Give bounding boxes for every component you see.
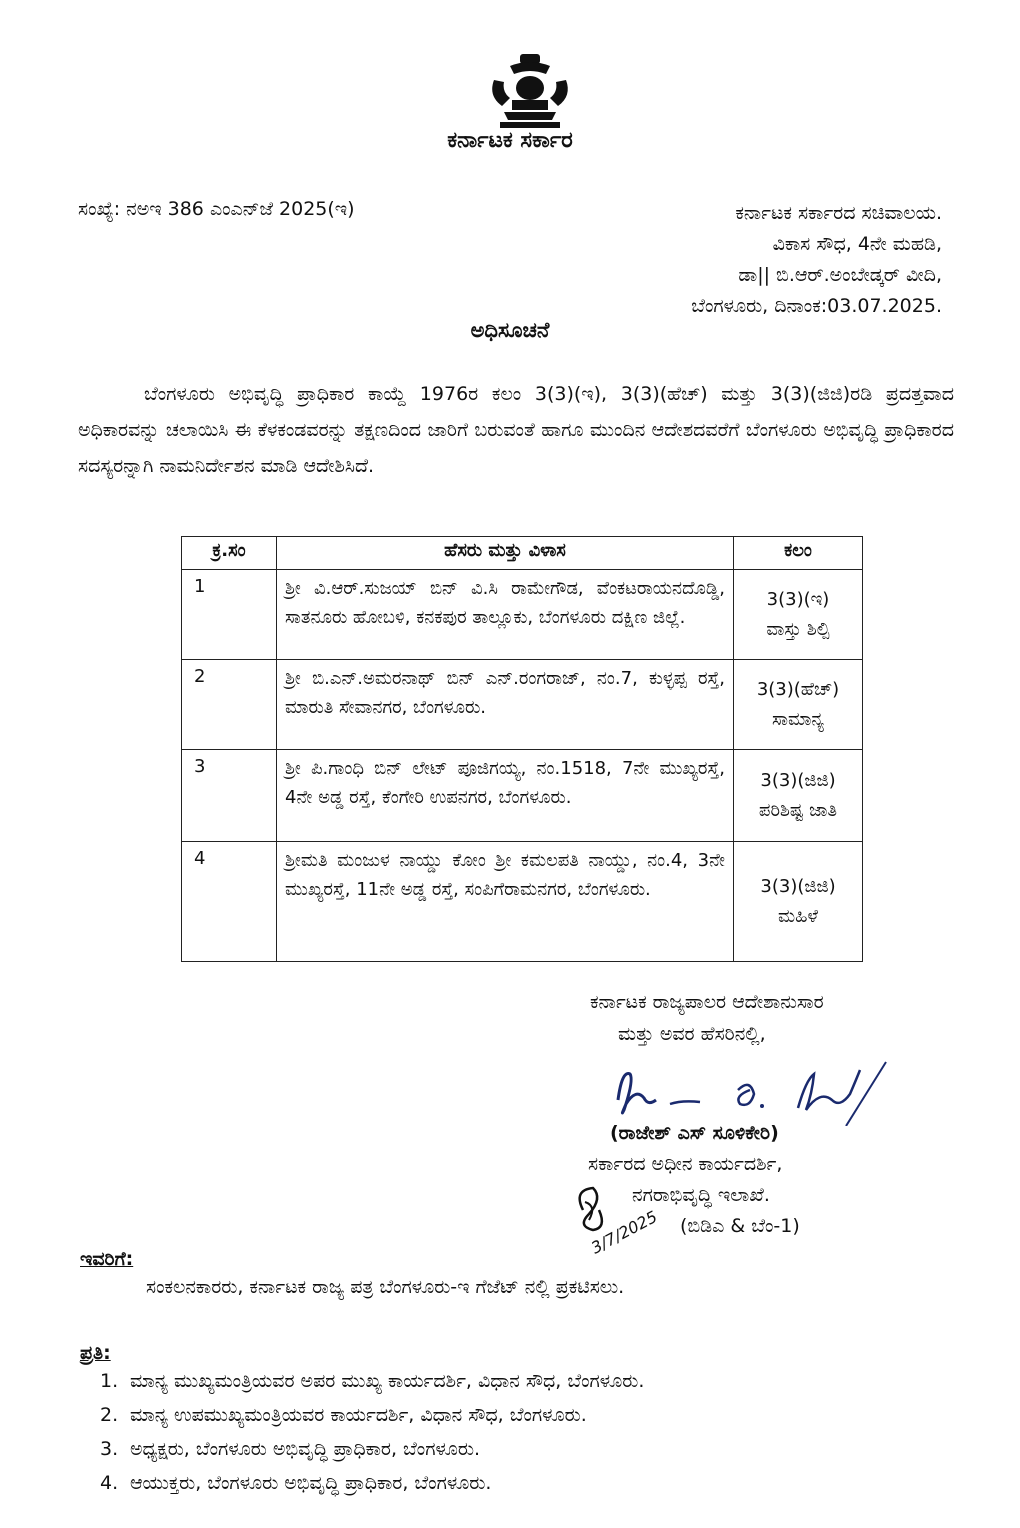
handwritten-initials-icon xyxy=(563,1180,673,1260)
section-code: 3(3)(ಹೆಚ್) xyxy=(756,678,840,700)
list-item-text: ಅಧ್ಯಕ್ಷರು, ಬೆಂಗಳೂರು ಅಭಿವೃದ್ಧಿ ಪ್ರಾಧಿಕಾರ, ಬೆಂಗಳೂರು. xyxy=(130,1438,481,1460)
table-row xyxy=(182,660,863,750)
list-item-number: 2. xyxy=(100,1404,119,1426)
signer-section: (ಬಿಡಿಎ & ಬೆಂ-1) xyxy=(680,1215,800,1237)
list-item xyxy=(100,1398,644,1432)
signer-designation: ಸರ್ಕಾರದ ಅಧೀನ ಕಾರ್ಯದರ್ಶಿ, xyxy=(588,1153,783,1175)
list-item xyxy=(100,1432,644,1466)
reference-number: ಸಂಖ್ಯೆ: ನಅಇ 386 ಎಂಎನ್‌ಜೆ 2025(ಇ) xyxy=(78,198,355,220)
list-item-number: 3. xyxy=(100,1438,119,1460)
table-row xyxy=(182,570,863,660)
row-name-address: ಶ್ರೀಮತಿ ಮಂಜುಳ ನಾಯ್ಡು ಕೋಂ ಶ್ರೀ ಕಮಲಪತಿ ನಾಯ್ಡು, ನಂ.4, 3ನೇ ಮುಖ್ಯರಸ್ತೆ, 11ನೇ ಅಡ್ಡ ರಸ್ತೆ, ಸಂಪಿಗೆರಾಮನಗರ, ಬೆಂಗಳೂರು. xyxy=(277,842,734,962)
table-header-row xyxy=(182,537,863,570)
row-name-address: ಶ್ರೀ ವಿ.ಆರ್.ಸುಜಯ್ ಬಿನ್ ವಿ.ಸಿ ರಾಮೇಗೌಡ, ವೆಂಕಟರಾಯನದೊಡ್ಡಿ, ಸಾತನೂರು ಹೋಬಳಿ, ಕನಕಪುರ ತಾಲ್ಲೂಕು, ಬೆಂಗಳೂರು ದಕ್ಷಿಣ ಜಿಲ್ಲೆ. xyxy=(277,570,734,660)
header-name-address: ಹೆಸರು ಮತ್ತು ವಿಳಾಸ xyxy=(277,537,734,570)
list-item-number: 1. xyxy=(100,1370,119,1392)
list-item-number: 4. xyxy=(100,1472,119,1494)
government-title: ಕರ್ನಾಟಕ ಸರ್ಕಾರ xyxy=(447,128,573,153)
office-address xyxy=(691,198,942,322)
signer-department: ನಗರಾಭಿವೃದ್ಧಿ ಇಲಾಖೆ. xyxy=(632,1184,770,1206)
list-item xyxy=(100,1466,644,1500)
copy-list xyxy=(100,1364,644,1500)
signer-name: (ರಾಜೇಶ್ ಎಸ್ ಸೂಳಿಕೇರಿ) xyxy=(610,1122,779,1144)
row-section xyxy=(734,570,863,660)
handwritten-signature-icon xyxy=(600,1060,890,1126)
notification-body: ಬೆಂಗಳೂರು ಅಭಿವೃದ್ಧಿ ಪ್ರಾಧಿಕಾರ ಕಾಯ್ದೆ 1976ರ ಕಲಂ 3(3)(ಇ), 3(3)(ಹೆಚ್) ಮತ್ತು 3(3)(ಜಿಜಿ)ರಡಿ ಪ್ರದತ್ತವಾದ ಅಧಿಕಾರವನ್ನು ಚಲಾಯಿಸಿ ಈ ಕೆಳಕಂಡವರನ್ನು ತಕ್ಷಣದಿಂದ ಜಾರಿಗೆ ಬರುವಂತೆ ಹಾಗೂ ಮುಂದಿನ ಆದೇಶದವರೆಗೆ ಬೆಂಗಳೂರು ಅಭಿವೃದ್ಧಿ ಪ್ರಾಧಿಕಾರದ ಸದಸ್ಯರನ್ನಾಗಿ ನಾಮನಿರ್ದೇಶನ ಮಾಡಿ ಆದೇಶಿಸಿದೆ. xyxy=(78,383,954,477)
list-item-text: ಮಾನ್ಯ ಮುಖ್ಯಮಂತ್ರಿಯವರ ಅಪರ ಮುಖ್ಯ ಕಾರ್ಯದರ್ಶಿ, ವಿಧಾನ ಸೌಧ, ಬೆಂಗಳೂರು. xyxy=(130,1370,645,1392)
section-label: ಪರಿಶಿಷ್ಟ ಜಾತಿ xyxy=(758,799,838,821)
karnataka-emblem-icon xyxy=(482,52,578,132)
address-line: ವಿಕಾಸ ಸೌಧ, 4ನೇ ಮಹಡಿ, xyxy=(772,233,942,255)
recipient-text: ಸಂಕಲನಕಾರರು, ಕರ್ನಾಟಕ ರಾಜ್ಯ ಪತ್ರ ಬೆಂಗಳೂರು-ಇ ಗೆಜೆಟ್ ನಲ್ಲಿ ಪ್ರಕಟಿಸಲು. xyxy=(146,1276,625,1298)
table-row xyxy=(182,750,863,842)
section-label: ಸಾಮಾನ್ಯ xyxy=(772,708,824,730)
header-serial: ಕ್ರ.ಸಂ xyxy=(182,537,277,570)
section-label: ವಾಸ್ತು ಶಿಲ್ಪಿ xyxy=(766,618,830,640)
section-code: 3(3)(ಜಿಜಿ) xyxy=(760,875,836,897)
list-item-text: ಆಯುಕ್ತರು, ಬೆಂಗಳೂರು ಅಭಿವೃದ್ಧಿ ಪ್ರಾಧಿಕಾರ, ಬೆಂಗಳೂರು. xyxy=(130,1472,492,1494)
address-line: ಕರ್ನಾಟಕ ಸರ್ಕಾರದ ಸಚಿವಾಲಯ. xyxy=(735,202,942,224)
by-order-line: ಕರ್ನಾಟಕ ರಾಜ್ಯಪಾಲರ ಆದೇಶಾನುಸಾರ xyxy=(590,991,824,1013)
row-serial: 1 xyxy=(182,570,277,660)
list-item-text: ಮಾನ್ಯ ಉಪಮುಖ್ಯಮಂತ್ರಿಯವರ ಕಾರ್ಯದರ್ಶಿ, ವಿಧಾನ ಸೌಧ, ಬೆಂಗಳೂರು. xyxy=(130,1404,587,1426)
row-serial: 4 xyxy=(182,842,277,962)
row-serial: 2 xyxy=(182,660,277,750)
list-item xyxy=(100,1364,644,1398)
notification-heading: ಅಧಿಸೂಚನೆ xyxy=(470,318,550,342)
initials-date: 3/7/2025 xyxy=(587,1207,661,1258)
row-section xyxy=(734,660,863,750)
section-label: ಮಹಿಳೆ xyxy=(778,905,818,927)
row-name-address: ಶ್ರೀ ಪಿ.ಗಾಂಧಿ ಬಿನ್ ಲೇಟ್ ಪೂಜಿಗಯ್ಯ, ನಂ.1518, 7ನೇ ಮುಖ್ಯರಸ್ತೆ, 4ನೇ ಅಡ್ಡ ರಸ್ತೆ, ಕೆಂಗೇರಿ ಉಪನಗರ, ಬೆಂಗಳೂರು. xyxy=(277,750,734,842)
row-serial: 3 xyxy=(182,750,277,842)
by-order-block xyxy=(590,986,890,1050)
section-code: 3(3)(ಜಿಜಿ) xyxy=(760,769,836,791)
header-section: ಕಲಂ xyxy=(734,537,863,570)
section-code: 3(3)(ಇ) xyxy=(766,588,830,610)
recipient-label: ಇವರಿಗೆ: xyxy=(80,1248,134,1270)
row-section xyxy=(734,842,863,962)
row-name-address: ಶ್ರೀ ಬಿ.ಎನ್.ಅಮರನಾಥ್ ಬಿನ್ ಎನ್.ರಂಗರಾಜ್, ನಂ.7, ಕುಳ್ಳಪ್ಪ ರಸ್ತೆ, ಮಾರುತಿ ಸೇವಾನಗರ, ಬೆಂಗಳೂರು. xyxy=(277,660,734,750)
table-row xyxy=(182,842,863,962)
address-line: ಡಾ|| ಬಿ.ಆರ್.ಅಂಬೇಡ್ಕರ್ ವೀದಿ, xyxy=(738,264,942,286)
nominee-table xyxy=(181,536,863,962)
row-section xyxy=(734,750,863,842)
by-order-line: ಮತ್ತು ಅವರ ಹೆಸರಿನಲ್ಲಿ, xyxy=(618,1023,766,1045)
copy-to-label: ಪ್ರತಿ: xyxy=(80,1342,111,1364)
address-date-line: ಬೆಂಗಳೂರು, ದಿನಾಂಕ:03.07.2025. xyxy=(691,295,942,317)
